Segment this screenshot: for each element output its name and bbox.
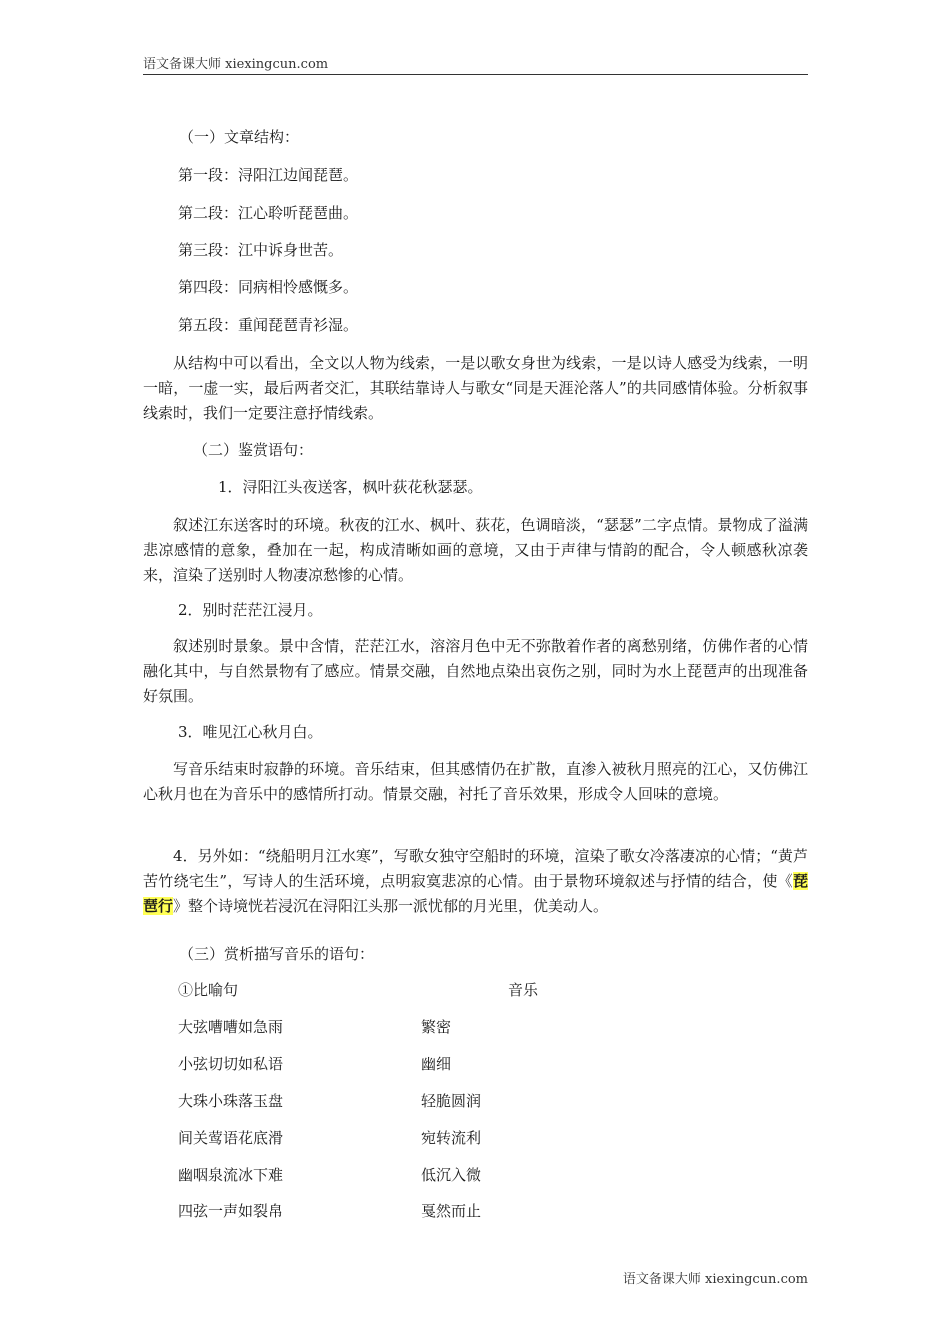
- music-quality: 轻脆圆润: [421, 1092, 482, 1110]
- appreciation-item1-title: 1．浔阳江头夜送客，枫叶荻花秋瑟瑟。: [218, 478, 483, 496]
- table-header-right: 音乐: [508, 981, 539, 999]
- appreciation-item4-text: 4．另外如：“绕船明月江水寒”，写歌女独守空船时的环境，渲染了歌女冷落凄凉的心情；“黄芦苦竹绕宅生”，写诗人的生活环境，点明寂寞悲凉的心情。由于景物环境叙述与抒情的结合，使《琵琶行》整个诗境恍若浸沉在浔阳江头那一派忧郁的月光里，优美动人。: [143, 847, 808, 915]
- appreciation-item1-text: 叙述江东送客时的环境。秋夜的江水、枫叶、荻花，色调暗淡，“瑟瑟”二字点情。景物成了溢满悲凉感情的意象，叠加在一起，构成清晰如画的意境，又由于声律与情韵的配合，令人顿感秋凉袭来，渲染了送别时人物凄凉愁惨的心情。: [143, 516, 808, 584]
- appreciation-item2-title: 2．别时茫茫江浸月。: [178, 601, 323, 619]
- music-quality: 繁密: [421, 1018, 452, 1036]
- music-quality: 幽细: [421, 1055, 452, 1073]
- table-header-left: ①比喻句: [178, 981, 239, 999]
- highlighted-title: 琵琶行: [143, 872, 808, 915]
- music-quality: 宛转流利: [421, 1129, 482, 1147]
- section3-heading: （三）赏析描写音乐的语句：: [179, 945, 375, 963]
- structure-item-1: 第一段：浔阳江边闻琵琶。: [178, 166, 359, 184]
- simile-line: 幽咽泉流冰下难: [178, 1166, 284, 1184]
- page-footer: 语文备课大师 xiexingcun.com: [622, 1272, 808, 1287]
- appreciation-item3-title: 3．唯见江心秋月白。: [178, 723, 323, 741]
- simile-line: 大珠小珠落玉盘: [178, 1092, 284, 1110]
- section2-heading: （二）鉴赏语句：: [193, 441, 314, 459]
- page-header: 语文备课大师 xiexingcun.com: [143, 56, 808, 75]
- structure-item-2: 第二段：江心聆听琵琶曲。: [178, 204, 359, 222]
- music-quality: 低沉入微: [421, 1166, 482, 1184]
- music-quality: 戛然而止: [421, 1202, 482, 1220]
- simile-line: 间关莺语花底滑: [178, 1129, 284, 1147]
- appreciation-item3-text: 写音乐结束时寂静的环境。音乐结束，但其感情仍在扩散，直渗入被秋月照亮的江心，又仿佛江心秋月也在为音乐中的感情所打动。情景交融，衬托了音乐效果，形成令人回味的意境。: [143, 760, 808, 803]
- simile-line: 小弦切切如私语: [178, 1055, 284, 1073]
- structure-summary: 从结构中可以看出，全文以人物为线索，一是以歌女身世为线索，一是以诗人感受为线索，一明一暗，一虚一实，最后两者交汇，其联结靠诗人与歌女“同是天涯沦落人”的共同感情体验。分析叙事线索时，我们一定要注意抒情线索。: [143, 354, 808, 422]
- simile-line: 大弦嘈嘈如急雨: [178, 1018, 284, 1036]
- simile-line: 四弦一声如裂帛: [178, 1202, 284, 1220]
- structure-item-3: 第三段：江中诉身世苦。: [178, 241, 344, 259]
- section1-heading: （一）文章结构：: [179, 128, 300, 146]
- appreciation-item2-text: 叙述别时景象。景中含情，茫茫江水，溶溶月色中无不弥散着作者的离愁别绪，仿佛作者的心情融化其中，与自然景物有了感应。情景交融，自然地点染出哀伤之别，同时为水上琵琶声的出现准备好氛围。: [143, 637, 808, 705]
- structure-item-5: 第五段：重闻琵琶青衫湿。: [178, 316, 359, 334]
- structure-item-4: 第四段：同病相怜感慨多。: [178, 278, 359, 296]
